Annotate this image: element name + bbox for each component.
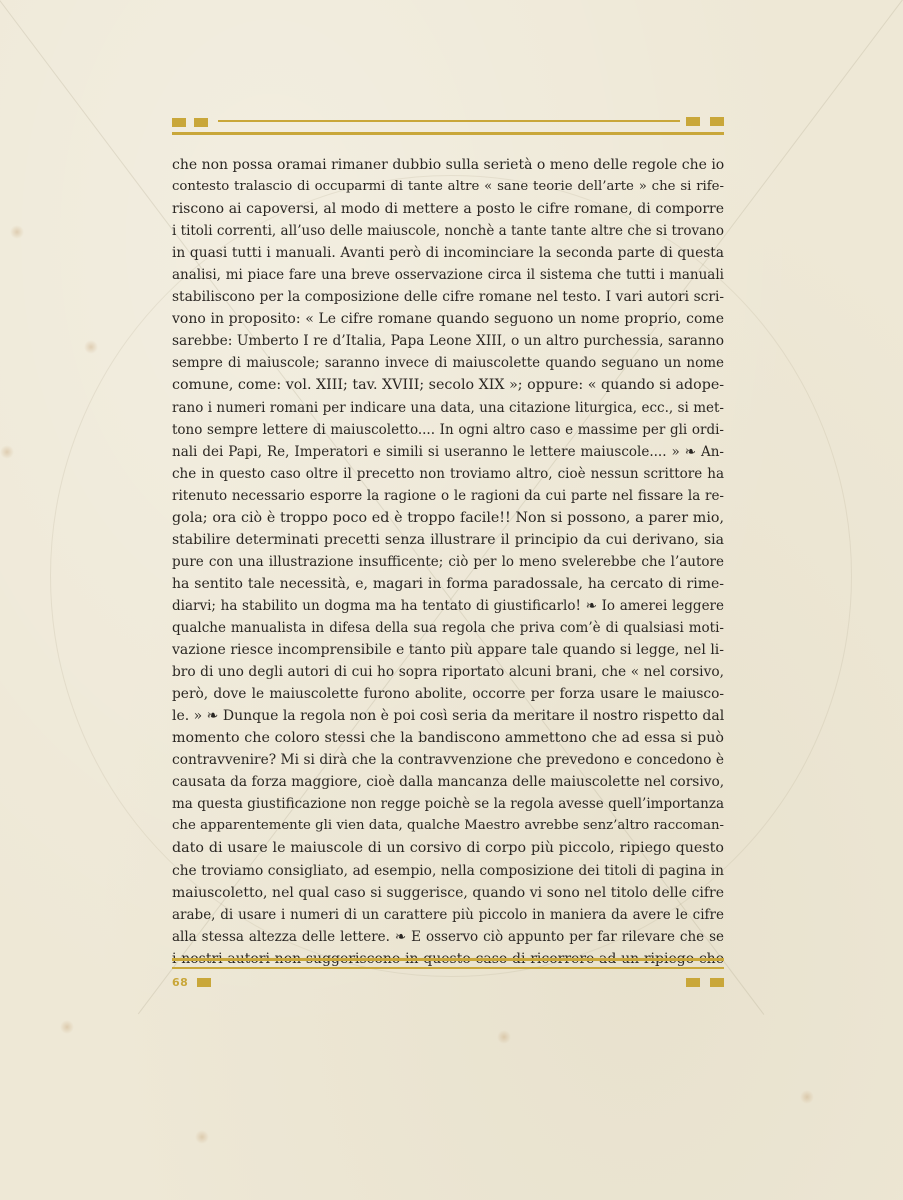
body-text xyxy=(172,154,724,970)
foxing-spot xyxy=(0,445,14,459)
ornament-square xyxy=(686,978,700,987)
text-line: vono in proposito: « Le cifre romane quando seguono un nome proprio, come xyxy=(172,311,724,328)
text-line: causata da forza maggiore, cioè dalla mancanza delle maiuscolette nel corsivo, xyxy=(172,774,724,791)
ornament-square xyxy=(194,118,208,127)
text-line: pure con una illustrazione insufficente; ciò per lo meno svelerebbe che l’autore xyxy=(172,553,724,570)
text-line: momento che coloro stessi che la bandiscono ammettono che ad essa si può xyxy=(172,730,724,747)
ornament-square xyxy=(197,978,211,987)
footer-ornament xyxy=(172,958,724,990)
text-line: bro di uno degli autori di cui ho sopra riportato alcuni brani, che « nel corsivo, xyxy=(172,664,724,681)
foxing-spot xyxy=(84,340,98,354)
foxing-spot xyxy=(497,1030,511,1044)
text-line: ritenuto necessario esporre la ragione o le ragioni da cui parte nel fissare la re- xyxy=(172,487,724,504)
ornament-square xyxy=(710,978,724,987)
text-line: nali dei Papi, Re, Imperatori e simili si useranno le lettere maiuscole.... » ❧ An- xyxy=(172,443,724,460)
ornament-square xyxy=(710,117,724,126)
text-line: comune, come: vol. XIII; tav. XVIII; secolo XIX »; oppure: « quando si adope- xyxy=(172,377,724,394)
text-line: che troviamo consigliato, ad esempio, nella composizione dei titoli di pagina in xyxy=(172,862,724,879)
ornament-rule xyxy=(172,132,724,135)
text-line: gola; ora ciò è troppo poco ed è troppo facile!! Non si possono, a parer mio, xyxy=(172,509,724,526)
text-line: dato di usare le maiuscole di un corsivo di corpo più piccolo, ripiego questo xyxy=(172,840,724,857)
foxing-spot xyxy=(10,225,24,239)
text-line: maiuscoletto, nel qual caso si suggerisce, quando vi sono nel titolo delle cifre xyxy=(172,884,724,901)
text-line: alla stessa altezza delle lettere. ❧ E osservo ciò appunto per far rilevare che se xyxy=(172,928,724,945)
text-line: qualche manualista in difesa della sua regola che priva com’è di qualsiasi moti- xyxy=(172,619,724,636)
text-line: sarebbe: Umberto I re d’Italia, Papa Leone XIII, o un altro purchessia, saranno xyxy=(172,333,724,350)
text-line: stabilire determinati precetti senza illustrare il principio da cui derivano, sia xyxy=(172,531,724,548)
foxing-spot xyxy=(60,1020,74,1034)
text-line: contesto tralascio di occuparmi di tante altre « sane teorie dell’arte » che si rife- xyxy=(172,179,724,195)
text-line: stabiliscono per la composizione delle cifre romane nel testo. I vari autori scri- xyxy=(172,289,724,306)
text-line: ha sentito tale necessità, e, magari in forma paradossale, ha cercato di rime- xyxy=(172,575,724,592)
text-line: che non possa oramai rimaner dubbio sulla serietà o meno delle regole che io xyxy=(172,157,724,173)
page-number: 68 xyxy=(172,976,189,989)
ornament-square xyxy=(172,118,186,127)
foxing-spot xyxy=(800,1090,814,1104)
text-line: vazione riesce incomprensibile e tanto più appare tale quando si legge, nel li- xyxy=(172,642,724,659)
ornament-rule xyxy=(172,967,724,969)
text-line: sempre di maiuscole; saranno invece di maiuscolette quando seguano un nome xyxy=(172,355,724,372)
header-ornament xyxy=(172,117,724,137)
text-line: che apparentemente gli vien data, qualche Maestro avrebbe senz’altro raccoman- xyxy=(172,818,724,834)
text-line: diarvi; ha stabilito un dogma ma ha tentato di giustificarlo! ❧ Io amerei leggere xyxy=(172,597,724,614)
foxing-spot xyxy=(195,1130,209,1144)
text-line: però, dove le maiuscolette furono abolite, occorre per forza usare le maiusco- xyxy=(172,686,724,703)
ornament-rule xyxy=(172,958,724,961)
ornament-rule xyxy=(218,120,680,122)
text-line: riscono ai capoversi, al modo di mettere a posto le cifre romane, di comporre xyxy=(172,201,724,218)
text-line: tono sempre lettere di maiuscoletto.... In ogni altro caso e massime per gli ordi- xyxy=(172,421,724,438)
text-line: rano i numeri romani per indicare una data, una citazione liturgica, ecc., si met- xyxy=(172,399,724,416)
text-line: ma questa giustificazione non regge poichè se la regola avesse quell’importanza xyxy=(172,796,724,813)
text-line: contravvenire? Mi si dirà che la contravvenzione che prevedono e concedono è xyxy=(172,752,724,769)
text-line: le. » ❧ Dunque la regola non è poi così seria da meritare il nostro rispetto dal xyxy=(172,708,724,725)
text-line: che in questo caso oltre il precetto non troviamo altro, cioè nessun scrittore ha xyxy=(172,465,724,482)
text-line: arabe, di usare i numeri di un carattere più piccolo in maniera da avere le cifre xyxy=(172,906,724,923)
text-line: i titoli correnti, all’uso delle maiuscole, nonchè a tante tante altre che si trovano xyxy=(172,223,724,240)
text-line: in quasi tutti i manuali. Avanti però di incominciare la seconda parte di questa xyxy=(172,245,724,262)
ornament-square xyxy=(686,117,700,126)
text-line: analisi, mi piace fare una breve osservazione circa il sistema che tutti i manuali xyxy=(172,267,724,284)
